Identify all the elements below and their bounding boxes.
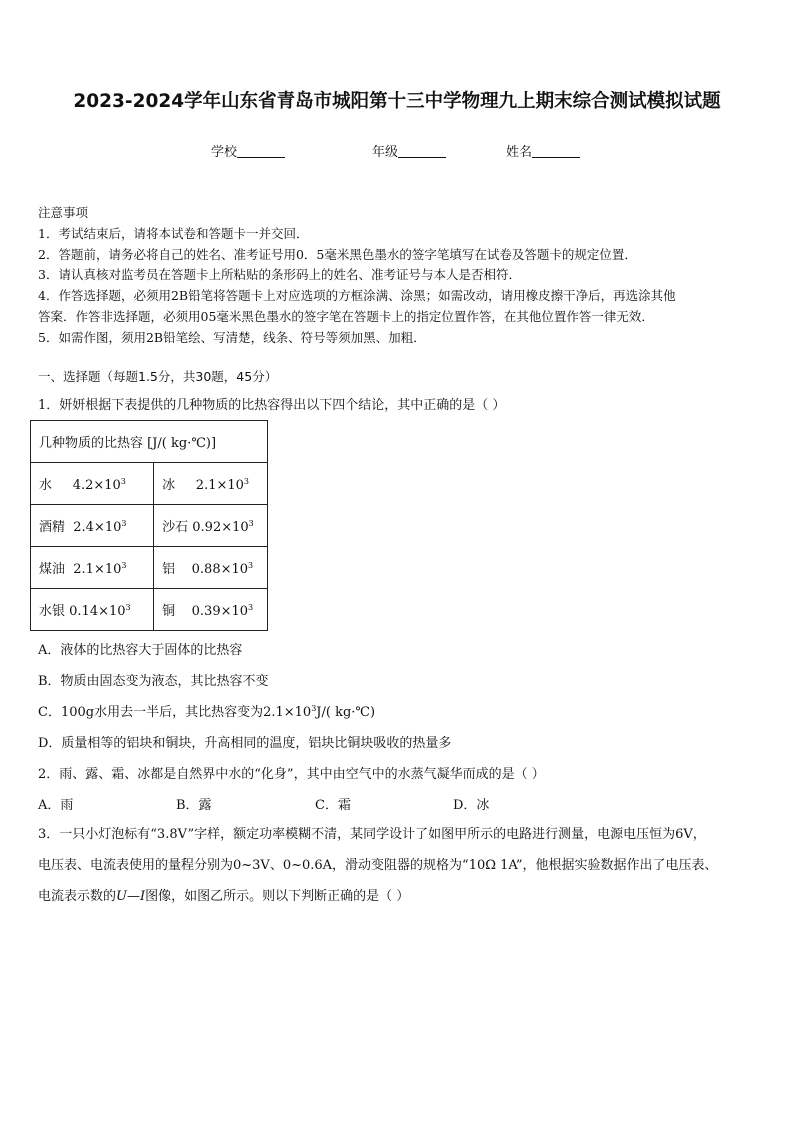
q1-option-b[interactable]: B．物质由固态变为液态，其比热容不变 — [38, 674, 269, 689]
school-field[interactable] — [211, 141, 285, 160]
q1-option-a[interactable]: A．液体的比热容大于固体的比热容 — [38, 643, 243, 658]
table-cell: 冰 $2.1\times 10^3$ — [154, 463, 268, 505]
school-label: 学校 — [211, 145, 238, 160]
q3-line: 3．一只小灯泡标有“3.8V”字样，额定功率模糊不清，某同学设计了如图甲所示的电路进行测量，电源电压恒为6V， — [38, 827, 706, 842]
table-cell: 水银 $0.14\times 10^3$ — [31, 589, 154, 631]
grade-blank[interactable] — [398, 145, 446, 158]
question-1-stem: 1．妍妍根据下表提供的几种物质的比热容得出以下四个结论，其中正确的是（ ） — [38, 398, 506, 413]
table-row — [31, 463, 285, 505]
table-header-row — [31, 421, 285, 463]
q2-option-d[interactable]: D．冰 — [453, 798, 490, 813]
table-cell: 铜 $0.39\times 10^3$ — [154, 589, 268, 631]
grade-label: 年级 — [372, 145, 399, 160]
notice-item: 2．答题前，请务必将自己的姓名、准考证号用0．5毫米黑色墨水的签字笔填写在试卷及答题卡的规定位置． — [38, 246, 637, 262]
q3-line: 电压表、电流表使用的量程分别为0~3V、0~0.6A，滑动变阻器的规格为“10Ω 1A”，他根据实验数据作出了电压表、 — [38, 858, 718, 873]
table-cell: 铝 $0.88\times 10^3$ — [154, 547, 268, 589]
table-header-cell: 几种物质的比热容 [J/( kg·℃)] — [31, 421, 268, 463]
q2-option-b[interactable]: B．露 — [176, 798, 212, 813]
table-empty-cell — [268, 421, 285, 463]
page-title: 2023-2024学年山东省青岛市城阳第十三中学物理九上期末综合测试模拟试题 — [73, 91, 721, 112]
name-blank[interactable] — [532, 145, 580, 158]
school-blank[interactable] — [237, 145, 285, 158]
name-label: 姓名 — [506, 145, 533, 160]
q2-option-c[interactable]: C．霜 — [315, 798, 351, 813]
specific-heat-table — [30, 420, 285, 631]
table-row — [31, 547, 285, 589]
q2-option-a[interactable]: A．雨 — [38, 798, 74, 813]
notice-item: 5．如需作图，须用2B铅笔绘、写清楚，线条、符号等须加黑、加粗． — [38, 329, 426, 345]
table-cell: 水 $4.2\times 10^3$ — [31, 463, 154, 505]
table-cell: 沙石 $0.92\times 10^3$ — [154, 505, 268, 547]
question-2-stem: 2．雨、露、霜、冰都是自然界中水的“化身”，其中由空气中的水蒸气凝华而成的是（ ） — [38, 767, 545, 782]
q1-option-d[interactable]: D．质量相等的铝块和铜块，升高相同的温度，铝块比铜块吸收的热量多 — [38, 736, 452, 751]
table-row — [31, 505, 285, 547]
notice-item: 4．作答选择题，必须用2B铅笔将答题卡上对应选项的方框涂满、涂黑；如需改动，请用橡皮擦干净后，再选涂其他 — [38, 288, 676, 304]
q3-line: 电流表示数的U—I图像，如图乙所示。则以下判断正确的是（ ） — [38, 889, 410, 904]
name-field[interactable] — [506, 141, 580, 160]
grade-field[interactable] — [372, 141, 446, 160]
notice-heading: 注意事项 — [38, 205, 89, 220]
table-row — [31, 589, 285, 631]
question-3-stem — [38, 819, 758, 912]
q1-option-c[interactable]: C．100g水用去一半后，其比热容变为$2.1\times 10^3J/$( kg·℃) — [38, 704, 376, 720]
section-heading: 一、选择题（每题1.5分，共30题，45分） — [38, 369, 278, 384]
notice-item: 1．考试结束后，请将本试卷和答题卡一并交回． — [38, 225, 309, 241]
notice-block — [38, 203, 758, 349]
table-cell: 煤油 $2.1\times 10^3$ — [31, 547, 154, 589]
table-cell: 酒精 $2.4\times 10^3$ — [31, 505, 154, 547]
notice-item: 3．请认真核对监考员在答题卡上所粘贴的条形码上的姓名、准考证号与本人是否相符． — [38, 267, 521, 283]
notice-item: 答案．作答非选择题，必须用05毫米黑色墨水的签字笔在答题卡上的指定位置作答，在其他位置作答一律无效． — [38, 308, 654, 324]
